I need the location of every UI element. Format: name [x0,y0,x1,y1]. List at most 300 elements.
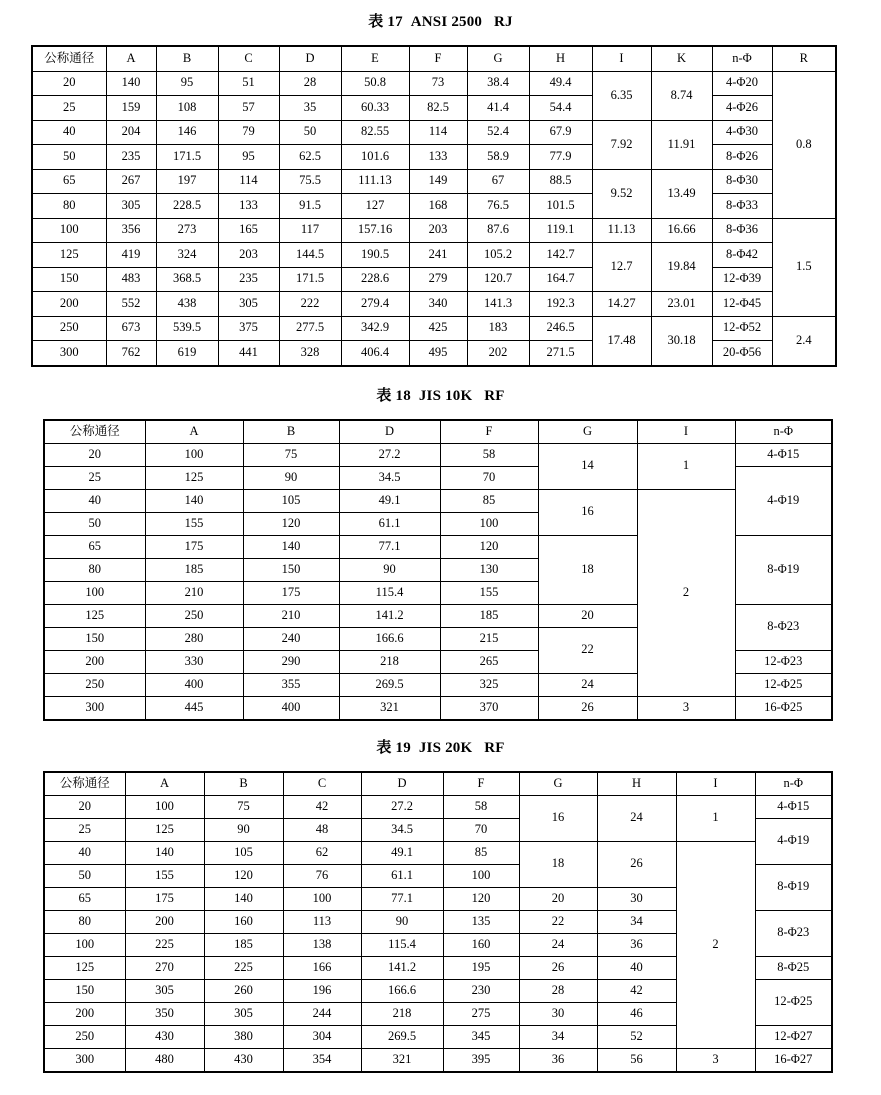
cell: 100 [443,864,519,887]
cell: 61.1 [361,864,443,887]
cell: 115.4 [339,581,440,604]
cell: 445 [145,696,243,720]
cell: 425 [409,316,467,341]
cell: 215 [440,627,538,650]
cell: 350 [125,1002,204,1025]
column-header: I [592,46,651,71]
cell: 146 [156,120,218,145]
cell: 165 [218,218,279,243]
cell: 25 [44,466,145,489]
cell: 7.92 [592,120,651,169]
column-header: F [443,772,519,796]
cell: 20 [519,887,597,910]
cell: 8-Φ19 [735,535,832,604]
cell: 2 [676,841,755,1048]
cell: 673 [106,316,156,341]
cell: 218 [339,650,440,673]
cell: 8-Φ23 [735,604,832,650]
cell: 27.2 [339,443,440,466]
column-header: H [529,46,592,71]
cell: 42 [597,979,676,1002]
cell: 250 [145,604,243,627]
column-header: C [283,772,361,796]
cell: 82.5 [409,96,467,121]
cell: 183 [467,316,529,341]
table-row [32,120,836,145]
header-row [44,420,832,444]
cell: 619 [156,341,218,366]
cell: 70 [440,466,538,489]
cell: 185 [204,933,283,956]
cell: 552 [106,292,156,317]
cell: 49.4 [529,71,592,96]
table-ansi-2500-rj [31,45,837,367]
cell: 160 [443,933,519,956]
cell: 13.49 [651,169,712,218]
column-header: n-Φ [735,420,832,444]
cell: 16-Φ25 [735,696,832,720]
cell: 8-Φ36 [712,218,772,243]
cell: 222 [279,292,341,317]
cell: 12-Φ39 [712,267,772,292]
cell: 330 [145,650,243,673]
table-row [44,1048,832,1072]
cell: 204 [106,120,156,145]
cell: 26 [519,956,597,979]
cell: 140 [204,887,283,910]
column-header: A [125,772,204,796]
cell: 235 [106,145,156,170]
cell: 90 [204,818,283,841]
cell: 34.5 [361,818,443,841]
cell: 197 [156,169,218,194]
cell: 4-Φ15 [755,795,832,818]
column-header: D [279,46,341,71]
cell: 155 [145,512,243,535]
column-header: E [341,46,409,71]
cell: 202 [467,341,529,366]
cell: 150 [32,267,106,292]
cell: 355 [243,673,339,696]
cell: 46 [597,1002,676,1025]
cell: 34.5 [339,466,440,489]
cell: 4-Φ30 [712,120,772,145]
cell: 144.5 [279,243,341,268]
cell: 210 [145,581,243,604]
table-row [32,316,836,341]
cell: 23.01 [651,292,712,317]
cell: 79 [218,120,279,145]
cell: 185 [145,558,243,581]
cell: 90 [243,466,339,489]
cell: 325 [440,673,538,696]
cell: 120 [443,887,519,910]
cell: 88.5 [529,169,592,194]
cell: 58 [440,443,538,466]
cell: 175 [145,535,243,558]
cell: 2.4 [772,316,836,366]
cell: 100 [44,581,145,604]
cell: 140 [145,489,243,512]
cell: 340 [409,292,467,317]
cell: 8-Φ26 [712,145,772,170]
cell: 141.2 [361,956,443,979]
cell: 85 [443,841,519,864]
cell: 50 [279,120,341,145]
cell: 290 [243,650,339,673]
cell: 228.6 [341,267,409,292]
cell: 19.84 [651,243,712,292]
cell: 16.66 [651,218,712,243]
cell: 279 [409,267,467,292]
cell: 370 [440,696,538,720]
cell: 100 [125,795,204,818]
cell: 400 [145,673,243,696]
cell: 305 [106,194,156,219]
cell: 539.5 [156,316,218,341]
cell: 80 [44,558,145,581]
cell: 200 [44,1002,125,1025]
cell: 140 [243,535,339,558]
cell: 100 [145,443,243,466]
cell: 120 [440,535,538,558]
cell: 175 [243,581,339,604]
cell: 125 [44,956,125,979]
table17-title: 表 17 ANSI 2500 RJ [368,14,513,30]
cell: 120 [204,864,283,887]
cell: 22 [519,910,597,933]
cell: 375 [218,316,279,341]
cell: 0.8 [772,71,836,218]
cell: 141.3 [467,292,529,317]
cell: 77.1 [339,535,440,558]
cell: 85 [440,489,538,512]
cell: 8-Φ19 [755,864,832,910]
cell: 113 [283,910,361,933]
cell: 140 [106,71,156,96]
cell: 164.7 [529,267,592,292]
cell: 41.4 [467,96,529,121]
cell: 166.6 [339,627,440,650]
cell: 95 [156,71,218,96]
cell: 87.6 [467,218,529,243]
table-row [32,96,836,121]
cell: 120 [243,512,339,535]
cell: 30 [597,887,676,910]
cell: 150 [44,627,145,650]
cell: 76.5 [467,194,529,219]
cell: 1 [676,795,755,841]
cell: 218 [361,1002,443,1025]
cell: 90 [339,558,440,581]
cell: 250 [32,316,106,341]
document-page [0,13,881,1095]
cell: 2 [637,489,735,696]
cell: 100 [283,887,361,910]
table-row [32,169,836,194]
cell: 67.9 [529,120,592,145]
cell: 125 [32,243,106,268]
column-header: A [145,420,243,444]
cell: 125 [125,818,204,841]
cell: 62.5 [279,145,341,170]
cell: 483 [106,267,156,292]
table18-title: 表 18 JIS 10K RF [376,387,505,404]
cell: 166.6 [361,979,443,1002]
cell: 342.9 [341,316,409,341]
cell: 50.8 [341,71,409,96]
cell: 50 [44,864,125,887]
cell: 8.74 [651,71,712,120]
cell: 57 [218,96,279,121]
cell: 40 [44,489,145,512]
cell: 20-Φ56 [712,341,772,366]
cell: 120.7 [467,267,529,292]
cell: 4-Φ19 [735,466,832,535]
cell: 270 [125,956,204,979]
cell: 175 [125,887,204,910]
cell: 1.5 [772,218,836,316]
cell: 67 [467,169,529,194]
cell: 8-Φ23 [755,910,832,956]
cell: 157.16 [341,218,409,243]
cell: 50 [32,145,106,170]
cell: 22 [538,627,637,673]
cell: 16 [538,489,637,535]
cell: 30.18 [651,316,712,366]
column-header: G [519,772,597,796]
column-header: G [538,420,637,444]
cell: 60.33 [341,96,409,121]
cell: 480 [125,1048,204,1072]
cell: 300 [32,341,106,366]
header-row [44,772,832,796]
cell: 16 [519,795,597,841]
cell: 11.13 [592,218,651,243]
cell: 48 [283,818,361,841]
cell: 27.2 [361,795,443,818]
cell: 125 [44,604,145,627]
cell: 166 [283,956,361,979]
column-header: n-Φ [712,46,772,71]
cell: 305 [125,979,204,1002]
table-row [44,489,832,512]
column-header: F [409,46,467,71]
cell: 50 [44,512,145,535]
cell: 430 [204,1048,283,1072]
cell: 192.3 [529,292,592,317]
cell: 149 [409,169,467,194]
cell: 82.55 [341,120,409,145]
cell: 100 [44,933,125,956]
cell: 430 [125,1025,204,1048]
cell: 80 [32,194,106,219]
cell: 52.4 [467,120,529,145]
cell: 368.5 [156,267,218,292]
cell: 279.4 [341,292,409,317]
cell: 305 [218,292,279,317]
cell: 240 [243,627,339,650]
cell: 24 [519,933,597,956]
cell: 20 [32,71,106,96]
cell: 77.1 [361,887,443,910]
cell: 111.13 [341,169,409,194]
cell: 4-Φ15 [735,443,832,466]
cell: 150 [44,979,125,1002]
column-header: H [597,772,676,796]
cell: 210 [243,604,339,627]
cell: 40 [44,841,125,864]
cell: 30 [519,1002,597,1025]
cell: 26 [597,841,676,887]
cell: 380 [204,1025,283,1048]
cell: 28 [519,979,597,1002]
cell: 441 [218,341,279,366]
cell: 20 [44,795,125,818]
cell: 277.5 [279,316,341,341]
cell: 160 [204,910,283,933]
cell: 1 [637,443,735,489]
cell: 51 [218,71,279,96]
cell: 25 [32,96,106,121]
cell: 24 [597,795,676,841]
cell: 65 [32,169,106,194]
cell: 142.7 [529,243,592,268]
cell: 4-Φ19 [755,818,832,864]
cell: 133 [409,145,467,170]
cell: 28 [279,71,341,96]
cell: 20 [538,604,637,627]
column-header: G [467,46,529,71]
cell: 275 [443,1002,519,1025]
cell: 34 [519,1025,597,1048]
table-jis-20k-rf [43,771,833,1073]
cell: 203 [409,218,467,243]
cell: 18 [519,841,597,887]
cell: 150 [243,558,339,581]
cell: 200 [32,292,106,317]
cell: 241 [409,243,467,268]
table19-title: 表 19 JIS 20K RF [376,739,505,756]
table-row [44,443,832,466]
cell: 195 [443,956,519,979]
cell: 108 [156,96,218,121]
cell: 40 [32,120,106,145]
cell: 12-Φ27 [755,1025,832,1048]
column-header: K [651,46,712,71]
cell: 12-Φ25 [735,673,832,696]
cell: 58.9 [467,145,529,170]
cell: 80 [44,910,125,933]
cell: 196 [283,979,361,1002]
table-row [32,243,836,268]
cell: 34 [597,910,676,933]
table-row [44,795,832,818]
table-row [32,341,836,366]
column-header: B [243,420,339,444]
column-header: B [156,46,218,71]
cell: 26 [538,696,637,720]
cell: 225 [204,956,283,979]
cell: 65 [44,887,125,910]
cell: 75 [204,795,283,818]
table-jis-10k-rf [43,419,833,721]
cell: 280 [145,627,243,650]
cell: 438 [156,292,218,317]
table-row [32,267,836,292]
cell: 105.2 [467,243,529,268]
cell: 135 [443,910,519,933]
cell: 762 [106,341,156,366]
cell: 11.91 [651,120,712,169]
cell: 77.9 [529,145,592,170]
header-row [32,46,836,71]
cell: 114 [218,169,279,194]
cell: 155 [125,864,204,887]
cell: 190.5 [341,243,409,268]
cell: 395 [443,1048,519,1072]
cell: 6.35 [592,71,651,120]
cell: 38.4 [467,71,529,96]
cell: 260 [204,979,283,1002]
cell: 42 [283,795,361,818]
cell: 12-Φ23 [735,650,832,673]
cell: 159 [106,96,156,121]
cell: 4-Φ26 [712,96,772,121]
cell: 12-Φ52 [712,316,772,341]
cell: 25 [44,818,125,841]
cell: 70 [443,818,519,841]
column-header: D [339,420,440,444]
cell: 141.2 [339,604,440,627]
cell: 52 [597,1025,676,1048]
cell: 58 [443,795,519,818]
cell: 9.52 [592,169,651,218]
cell: 8-Φ25 [755,956,832,979]
cell: 400 [243,696,339,720]
table-row [32,71,836,96]
cell: 35 [279,96,341,121]
cell: 250 [44,1025,125,1048]
cell: 62 [283,841,361,864]
cell: 101.6 [341,145,409,170]
cell: 230 [443,979,519,1002]
cell: 14 [538,443,637,489]
cell: 95 [218,145,279,170]
cell: 305 [204,1002,283,1025]
cell: 225 [125,933,204,956]
cell: 155 [440,581,538,604]
cell: 36 [519,1048,597,1072]
cell: 168 [409,194,467,219]
cell: 8-Φ33 [712,194,772,219]
cell: 269.5 [339,673,440,696]
column-header: F [440,420,538,444]
cell: 133 [218,194,279,219]
cell: 56 [597,1048,676,1072]
table-row [32,292,836,317]
cell: 17.48 [592,316,651,366]
column-header: R [772,46,836,71]
cell: 115.4 [361,933,443,956]
cell: 20 [44,443,145,466]
table-row [32,145,836,170]
cell: 49.1 [339,489,440,512]
column-header: C [218,46,279,71]
column-header: A [106,46,156,71]
cell: 354 [283,1048,361,1072]
cell: 12-Φ25 [755,979,832,1025]
